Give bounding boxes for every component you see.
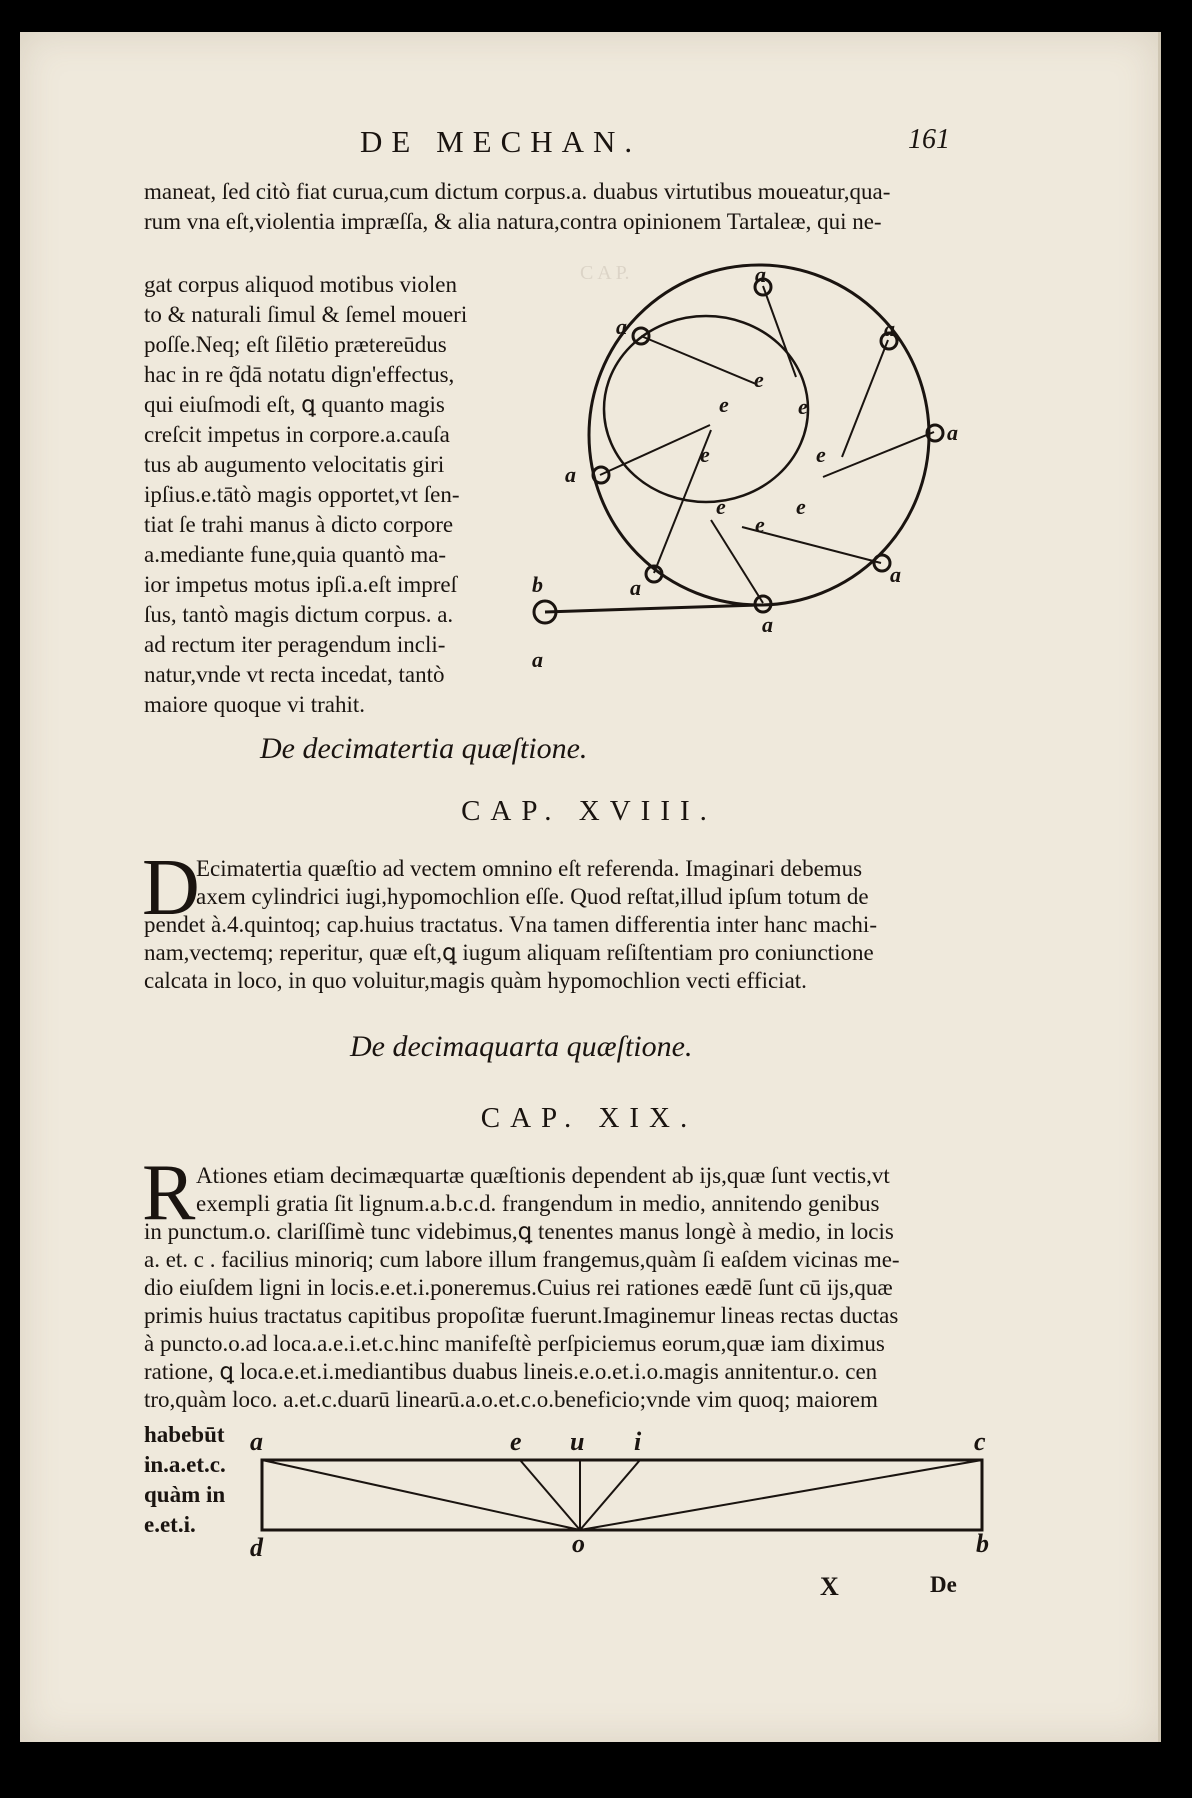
text-line: ior impetus motus ipſi.a.eſt impreſ bbox=[144, 572, 458, 597]
paragraph-14 bbox=[142, 1149, 1000, 1414]
bleed-through: C A P. bbox=[580, 262, 630, 284]
label-a: a bbox=[630, 575, 641, 600]
label-a: a bbox=[884, 316, 895, 341]
label-e: e bbox=[816, 442, 826, 467]
text-line: creſcit impetus in corpore.a.cauſa bbox=[144, 422, 450, 447]
chapter-heading: CAP. XIX. bbox=[480, 1102, 698, 1134]
text-line: ratione, ꝗ loca.e.et.i.mediantibus duabus lineis.e.o.et.i.o.magis annitentur.o. cen bbox=[144, 1359, 878, 1384]
label-e: e bbox=[510, 1427, 522, 1456]
label-e: e bbox=[755, 512, 765, 537]
section-title: De decimatertia quæſtione. bbox=[260, 732, 588, 765]
label-a: a bbox=[565, 462, 576, 487]
drop-cap: D bbox=[142, 844, 200, 932]
text-line: quàm in bbox=[144, 1482, 226, 1507]
text-line: tiat ſe trahi manus à dicto corpore bbox=[144, 512, 454, 537]
text-line: tus ab augumento velocitatis giri bbox=[144, 452, 445, 477]
signature-mark: X bbox=[820, 1572, 839, 1601]
text-line: rum vna eſt,violentia impræſſa, & alia natura,contra opinionem Tartaleæ, qui ne- bbox=[144, 209, 882, 234]
text-line: Ationes etiam decimæquartæ quæſtionis dependent ab ijs,quæ ſunt vectis,vt bbox=[196, 1163, 890, 1188]
text-line: ipſius.e.tātò magis opportet,vt ſen- bbox=[144, 482, 460, 507]
label-c: c bbox=[974, 1427, 986, 1456]
catchword: De bbox=[930, 1572, 957, 1597]
chapter-heading: CAP. XVIII. bbox=[461, 795, 717, 827]
beam-lever-figure bbox=[230, 1424, 1010, 1564]
label-b: b bbox=[532, 572, 543, 597]
text-line: habebūt bbox=[144, 1422, 225, 1447]
label-i: i bbox=[634, 1427, 642, 1456]
label-e: e bbox=[754, 367, 764, 392]
label-e: e bbox=[700, 442, 710, 467]
text-line: e.et.i. bbox=[144, 1512, 196, 1537]
text-line: tro,quàm loco. a.et.c.duarū linearū.a.o.et.c.o.beneficio;vnde vim quoq; maiorem bbox=[144, 1387, 878, 1412]
book-page bbox=[20, 32, 1161, 1742]
text-line: a.mediante fune,quia quantò ma- bbox=[144, 542, 447, 567]
text-line: maiore quoque vi trahit. bbox=[144, 692, 365, 717]
text-line: à puncto.o.ad loca.a.e.i.et.c.hinc manifeſtè perſpiciemus eorum,quæ iam diximus bbox=[144, 1331, 885, 1356]
label-a: a bbox=[762, 612, 773, 637]
text-line: natur,vnde vt recta incedat, tantò bbox=[144, 662, 445, 687]
text-line: gat corpus aliquod motibus violen bbox=[144, 272, 458, 297]
label-u: u bbox=[570, 1427, 585, 1456]
label-a: a bbox=[947, 420, 958, 445]
text-line: nam,vectemq; reperitur, quæ eſt,ꝗ iugum aliquam reſiſtentiam pro coniunctione bbox=[144, 940, 874, 965]
left-column-text bbox=[144, 270, 490, 720]
label-a: a bbox=[890, 562, 901, 587]
text-line: calcata in loco, in quo voluitur,magis quàm hypomochlion vecti efficiat. bbox=[144, 968, 807, 993]
text-line: to & naturali ſimul & ſemel moueri bbox=[144, 302, 468, 327]
text-line: maneat, ſed citò fiat curua,cum dictum corpus.a. duabus virtutibus moueatur,qua- bbox=[144, 179, 891, 204]
text-line: poſſe.Neq; eſt ſilētio prætereūdus bbox=[144, 332, 447, 357]
text-line: axem cylindrici iugi,hypomochlion eſſe. Quod reſtat,illud ipſum totum de bbox=[196, 884, 869, 909]
label-d: d bbox=[250, 1533, 263, 1562]
text-line: hac in re q̃dā notatu dign'effectus, bbox=[144, 362, 455, 387]
text-line: dio eiuſdem ligni in locis.e.et.i.poneremus.Cuius rei rationes eædē ſunt cū ijs,quæ bbox=[144, 1275, 893, 1300]
running-title: DE MECHAN. bbox=[360, 124, 642, 159]
label-e: e bbox=[798, 394, 808, 419]
section-title: De decimaquarta quæſtione. bbox=[350, 1030, 693, 1063]
label-a: a bbox=[755, 262, 766, 287]
label-e: e bbox=[719, 392, 729, 417]
text-line: in punctum.o. clariſſimè tunc videbimus,ꝗ tenentes manus longè à medio, in locis bbox=[144, 1219, 894, 1244]
paragraph-13 bbox=[142, 844, 1000, 995]
text-line: ad rectum iter peragendum incli- bbox=[144, 632, 446, 657]
text-line: Ecimatertia quæſtio ad vectem omnino eſt referenda. Imaginari debemus bbox=[196, 856, 863, 881]
text-line: primis huius tractatus capitibus propoſitæ fuerunt.Imaginemur lineas rectas ductas bbox=[144, 1303, 899, 1328]
drop-cap: R bbox=[142, 1149, 196, 1237]
label-e: e bbox=[716, 494, 726, 519]
text-line: exempli gratia ſit lignum.a.b.c.d. frangendum in medio, annitendo genibus bbox=[196, 1191, 880, 1216]
label-a: a bbox=[532, 647, 543, 672]
text-line: pendet à.4.quintoq; cap.huius tractatus. Vna tamen differentia inter hanc machi- bbox=[144, 912, 877, 937]
text-line: a. et. c . facilius minoriq; cum labore illum frangemus,quàm ſi eaſdem vicinas me- bbox=[144, 1247, 900, 1272]
circle-rotation-figure bbox=[510, 262, 980, 722]
label-b: b bbox=[976, 1529, 989, 1558]
text-line: ſus, tantò magis dictum corpus. a. bbox=[144, 602, 454, 627]
label-a: a bbox=[616, 314, 627, 339]
label-e: e bbox=[796, 494, 806, 519]
text-line: qui eiuſmodi eſt, ꝗ quanto magis bbox=[144, 392, 445, 417]
label-o: o bbox=[572, 1529, 585, 1558]
label-a: a bbox=[250, 1427, 263, 1456]
text-line: in.a.et.c. bbox=[144, 1452, 226, 1477]
page-number: 161 bbox=[908, 124, 950, 155]
